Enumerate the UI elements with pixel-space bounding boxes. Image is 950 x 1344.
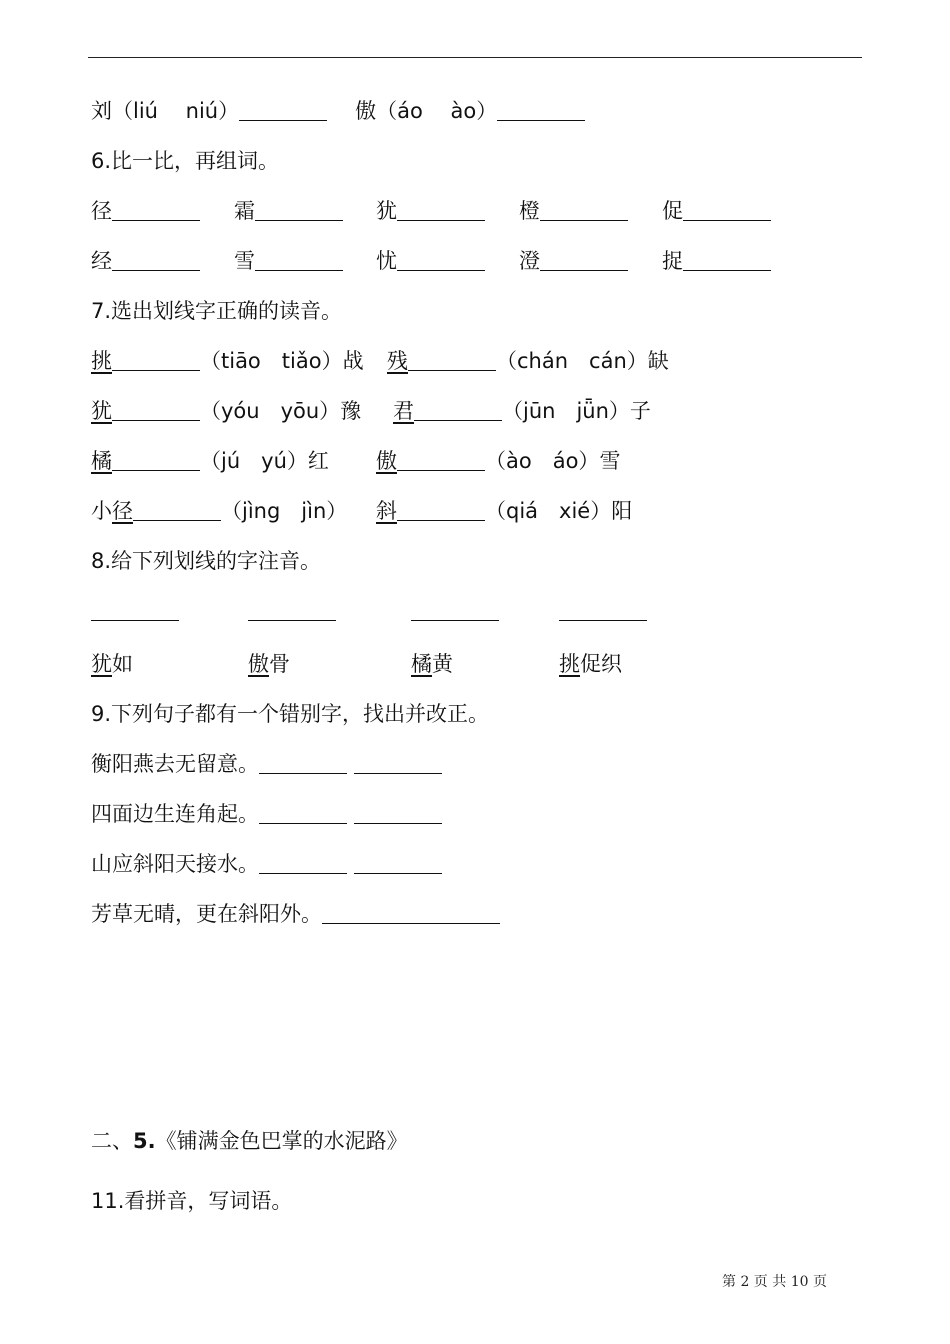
q9-sentence-3: 山应斜阳天接水。 bbox=[91, 850, 442, 878]
q6-row2-item-4: 澄 bbox=[519, 247, 628, 275]
q7-row2-a: 犹 （yóu yōu）豫 bbox=[91, 399, 362, 423]
q9-blank[interactable] bbox=[354, 751, 442, 774]
q8-word-3: 橘黄 bbox=[411, 652, 453, 676]
q9-blank[interactable] bbox=[259, 751, 347, 774]
q6-blank[interactable] bbox=[683, 248, 771, 271]
q6-row2-item-2: 雪 bbox=[234, 247, 343, 275]
q7-row1-b: 残 （chán cán）缺 bbox=[387, 349, 669, 373]
q11-title: 11.看拼音，写词语。 bbox=[91, 1189, 293, 1213]
q7-blank[interactable] bbox=[397, 498, 485, 521]
q8-blank-1[interactable] bbox=[91, 620, 179, 621]
q6-blank[interactable] bbox=[540, 198, 628, 221]
page-footer: 第 2 页 共 10 页 bbox=[722, 1274, 827, 1290]
q8-title: 8.给下列划线的字注音。 bbox=[91, 549, 322, 573]
q7-blank[interactable] bbox=[397, 448, 485, 471]
q6-blank[interactable] bbox=[397, 198, 485, 221]
q6-row1-item-5: 促 bbox=[662, 197, 771, 225]
q7-blank[interactable] bbox=[414, 398, 502, 421]
q9-blank[interactable] bbox=[259, 851, 347, 874]
q6-row1-item-2: 霜 bbox=[234, 197, 343, 225]
q7-blank[interactable] bbox=[112, 398, 200, 421]
q6-blank[interactable] bbox=[112, 248, 200, 271]
q5-answer-blank-1[interactable] bbox=[239, 98, 327, 121]
q5-tail-row bbox=[91, 97, 585, 125]
q7-row3-b: 傲 （ào áo）雪 bbox=[376, 449, 621, 473]
q6-row2-item-1: 经 bbox=[91, 247, 200, 275]
q7-blank[interactable] bbox=[408, 348, 496, 371]
q9-sentence-1: 衡阳燕去无留意。 bbox=[91, 750, 442, 778]
q7-blank[interactable] bbox=[112, 448, 200, 471]
q8-blank-4[interactable] bbox=[559, 620, 647, 621]
q9-blank[interactable] bbox=[354, 801, 442, 824]
q6-row1-item-4: 橙 bbox=[519, 197, 628, 225]
q6-blank[interactable] bbox=[540, 248, 628, 271]
q8-word-4: 挑促织 bbox=[559, 652, 622, 676]
header-rule bbox=[88, 57, 862, 58]
q6-blank[interactable] bbox=[683, 198, 771, 221]
q7-blank[interactable] bbox=[133, 498, 221, 521]
q9-blank[interactable] bbox=[259, 801, 347, 824]
section-heading: 二、5.《铺满金色巴掌的水泥路》 bbox=[91, 1129, 408, 1153]
q9-title: 9.下列句子都有一个错别字，找出并改正。 bbox=[91, 702, 490, 726]
q8-word-1: 犹如 bbox=[91, 652, 133, 676]
q9-blank[interactable] bbox=[322, 901, 500, 924]
q5-answer-blank-2[interactable] bbox=[497, 98, 585, 121]
q9-sentence-2: 四面边生连角起。 bbox=[91, 800, 442, 828]
q7-blank[interactable] bbox=[112, 348, 200, 371]
q5-options-2: （áo ào） bbox=[376, 99, 498, 123]
q5-char-2: 傲 bbox=[355, 99, 377, 123]
q7-row1-a: 挑 （tiāo tiǎo）战 bbox=[91, 349, 364, 373]
q9-sentence-4: 芳草无晴，更在斜阳外。 bbox=[91, 900, 500, 928]
q6-row2-item-5: 捉 bbox=[662, 247, 771, 275]
q7-title: 7.选出划线字正确的读音。 bbox=[91, 299, 343, 323]
q5-char-1: 刘 bbox=[91, 99, 112, 123]
q6-blank[interactable] bbox=[255, 198, 343, 221]
q8-blank-2[interactable] bbox=[248, 620, 336, 621]
q8-blank-3[interactable] bbox=[411, 620, 499, 621]
q7-row2-b: 君 （jūn jǖn）子 bbox=[393, 399, 651, 423]
q8-word-2: 傲骨 bbox=[248, 652, 290, 676]
q6-blank[interactable] bbox=[112, 198, 200, 221]
q9-blank[interactable] bbox=[354, 851, 442, 874]
q7-row4-a: 小径 （jìng jìn） bbox=[91, 499, 348, 523]
q6-blank[interactable] bbox=[397, 248, 485, 271]
q7-row3-a: 橘 （jú yú）红 bbox=[91, 449, 329, 473]
q6-row2-item-3: 忧 bbox=[376, 247, 485, 275]
q7-row4-b: 斜 （qiá xié）阳 bbox=[376, 499, 633, 523]
q6-row1-item-1: 径 bbox=[91, 197, 200, 225]
q6-title: 6.比一比，再组词。 bbox=[91, 149, 280, 173]
q5-options-1: （liú niú） bbox=[112, 99, 240, 123]
q6-row1-item-3: 犹 bbox=[376, 197, 485, 225]
q6-blank[interactable] bbox=[255, 248, 343, 271]
